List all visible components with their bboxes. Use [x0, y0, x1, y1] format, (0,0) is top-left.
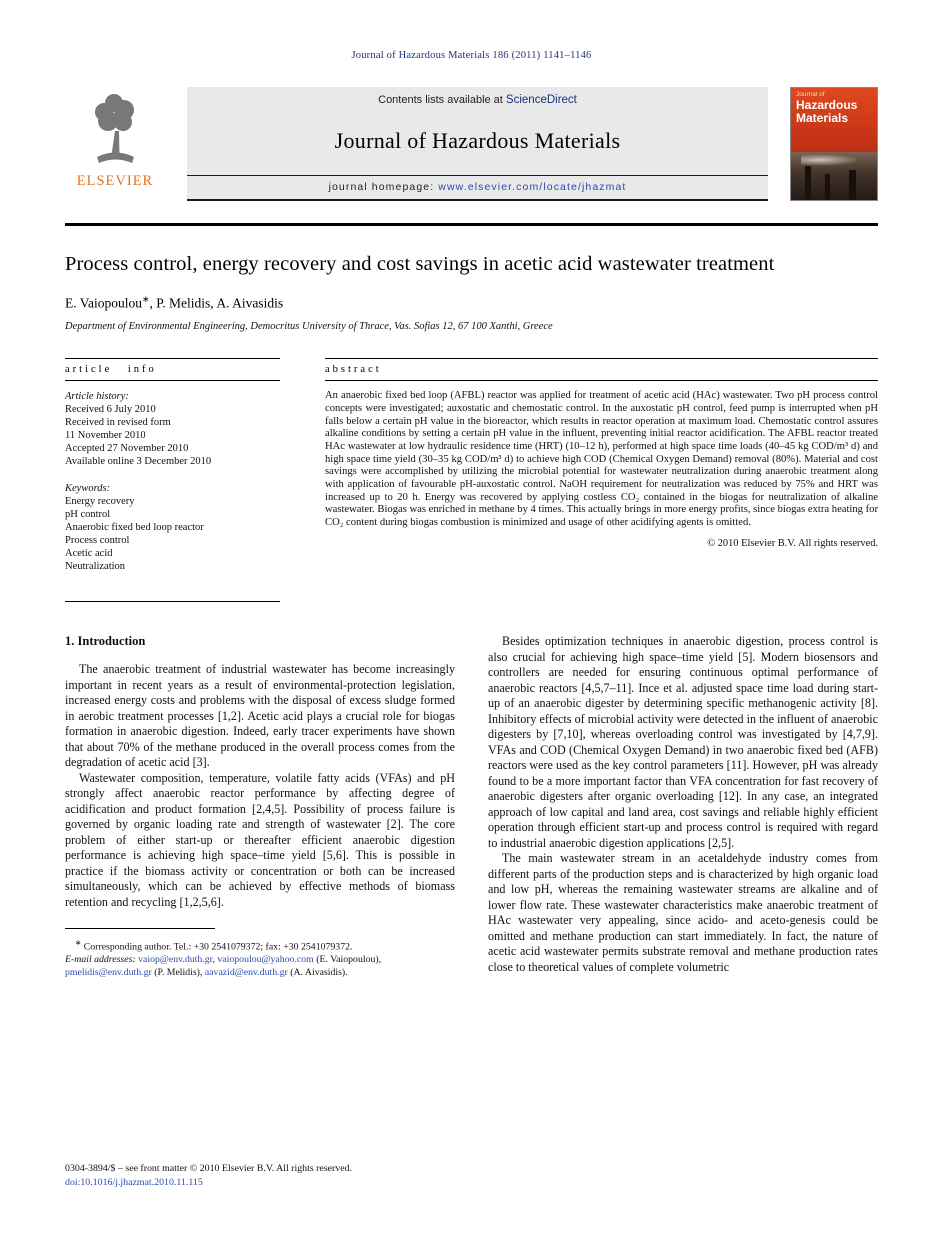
cover-title-line-2: Materials: [796, 110, 849, 125]
authors-rest: , P. Melidis, A. Aivasidis: [149, 295, 284, 311]
history-line: Available online 3 December 2010: [65, 456, 212, 468]
body-column-left: [65, 634, 455, 979]
journal-homepage-link[interactable]: www.elsevier.com/locate/jhazmat: [438, 181, 627, 193]
footnote: [65, 928, 455, 979]
email-link-4[interactable]: aavazid@env.duth.gr: [204, 967, 288, 979]
homepage-line: [187, 175, 768, 199]
history-line: Received in revised form: [65, 417, 171, 429]
article-history-label: Article history:: [65, 391, 129, 403]
keyword: Process control: [65, 535, 130, 547]
journal-title: Journal of Hazardous Materials: [334, 127, 621, 153]
header-divider: [65, 223, 878, 226]
keyword: Anaerobic fixed bed loop reactor: [65, 522, 204, 534]
author-1: E. Vaiopoulou: [65, 295, 142, 311]
author-list: [65, 294, 878, 312]
homepage-prefix: journal homepage:: [328, 181, 439, 193]
article-body: [65, 634, 878, 979]
footnote-divider: [65, 928, 215, 929]
keyword: Neutralization: [65, 561, 126, 573]
elsevier-tree-icon: [79, 91, 151, 171]
abstract-text: An anaerobic fixed bed loop (AFBL) reactor was applied for treatment of acetic acid (HAc) wastewater. Two pH process control concepts were investigated; auxostatic and chemostatic control. In the auxostatic pH control, feed pump is interrupted when pH falls below a certain pH value in the bioreactor, which results in reactor operation at maximum load. Chemostatic control assures alkaline conditions by setting a certain pH value in the influent, preventing initial reactor acidification. The AFBL reactor treated HAc wastewater at low hydraulic residence time (HRT) (10–12 h), performed at high space time loads (40–45 kg COD/m³ d) and high space time yield (30–35 kg COD/m³ d) to achieve high COD (Chemical Oxygen Demand) removal (80%). Material and cost savings were accomplished by utilizing the microbial potential for wastewater neutralization during anaerobic treatment along with application of favourable pH-auxostatic control. NaOH requirement for neutralization was reduced by 75% and HRT was increased up to 20 h. Energy was recovered by applying costless CO₂ contained in the biogas for neutralization of alkaline wastewater. Biogas was enriched in methane by 4 times. This actually brings in more energy profits, since biogas extra heating for CO₂ content during biogas combustion is minimized and usage of other acidifying agents is omitted.: [325, 390, 878, 529]
cover-chimney: [805, 166, 811, 200]
section-1-heading: 1. Introduction: [65, 634, 146, 649]
elsevier-wordmark: ELSEVIER: [76, 173, 154, 189]
copyright-line: © 2010 Elsevier B.V. All rights reserved.: [707, 537, 878, 549]
cover-smoke: [801, 154, 861, 166]
journal-header: [65, 87, 878, 201]
corresponding-author-text: Corresponding author. Tel.: +30 2541079372; fax: +30 2541079372.: [81, 941, 353, 953]
corresponding-author-note: [65, 936, 455, 953]
cover-photo: [791, 152, 877, 200]
article-info-column: [65, 358, 280, 602]
intro-paragraph-3: Besides optimization techniques in anaerobic digestion, process control is also crucial for achieving high space–time yield [5]. Modern biosensors and controllers are needed for ensuring continuous optimal performance of anaerobic reactors [4,5,7–11]. Ince et al. adjusted space time load during start-up of an anaerobic digester by determining specific methanogenic activity [8]. Inhibitory effects of microbial activity were detected in the influent of anaerobic digesters by [7,10], whereas overloading control was investigated by [4,7,9]. VFAs and COD (Chemical Oxygen Demand) in two anaerobic fixed bed (AFB) reactors were used as the key control parameters [11]. However, pH was already found to be a more important factor than VFA concentration for fast recovery of anaerobic digesters after organic overloading [12]. In any case, an integrated approach of low capital and land area, cost savings and reliable highly efficient operation through efficient start-up and process control is required with regard to industrial anaerobic digestion applications [2,5].: [488, 634, 878, 850]
intro-paragraph-4: The main wastewater stream in an acetaldehyde industry comes from different parts of the production steps and is characterized by high organic load and low pH, whereas the remaining wastewater streams are alkaline and of lower flow rate. These wastewater characteristics make anaerobic treatment of HAc wastewater very appealing, since acido- and aceto-genesis could be omitted and methane production can start immediately. In fact, the nature of acetic acid wastewater permits substrate removal and methane production rates close to theoretical values of complete volumetric: [488, 851, 878, 974]
journal-cover-thumbnail[interactable]: [790, 87, 878, 201]
email-addresses-note: [65, 953, 455, 979]
corresponding-author-marker[interactable]: ∗: [142, 293, 150, 304]
journal-banner: [187, 87, 768, 201]
body-column-right: [488, 634, 878, 979]
doi-link[interactable]: doi:10.1016/j.jhazmat.2010.11.115: [65, 1177, 203, 1188]
article-title: Process control, energy recovery and cost savings in acetic acid wastewater treatment: [65, 253, 775, 275]
elsevier-logo: [65, 87, 165, 201]
contents-line: [187, 87, 768, 106]
affiliation: Department of Environmental Engineering, Democritus University of Thrace, Vas. Sofias 12, 67 100 Xanthi, Greece: [65, 321, 553, 333]
article-info-heading: article info: [65, 358, 280, 381]
contents-prefix: Contents lists available at: [378, 94, 506, 106]
sciencedirect-link[interactable]: ScienceDirect: [505, 94, 577, 106]
email-name-3: (A. Aivasidis).: [287, 967, 348, 979]
issn-line: 0304-3894/$ – see front matter © 2010 Elsevier B.V. All rights reserved.: [65, 1163, 353, 1174]
history-line: Accepted 27 November 2010: [65, 443, 189, 455]
email-link-3[interactable]: pmelidis@env.duth.gr: [65, 967, 152, 979]
abstract-heading: abstract: [325, 358, 878, 381]
email-link-2[interactable]: vaiopoulou@yahoo.com: [217, 954, 314, 966]
journal-citation: Journal of Hazardous Materials 186 (2011) 1141–1146: [351, 50, 592, 61]
intro-paragraph-2: Wastewater composition, temperature, volatile fatty acids (VFAs) and pH strongly affect anaerobic reactor performance by affecting degree of acidification and product formation [2,4,5]. Possibility of process failure is governed by organic loading rate and strength of wastewater [2]. The core problem of either start-up or thereafter efficient anaerobic digestion performance is achieving high space–time yield [5,6]. This is possible in practice if the biomass activity or concentration or both can be increased simultaneously, which can be achieved by effective methods of biomass retention and recycling [1,2,5,6].: [65, 770, 455, 909]
email-label: E-mail addresses:: [65, 954, 139, 966]
meta-block: [65, 358, 878, 602]
keyword: Acetic acid: [65, 548, 113, 560]
publication-info: [65, 1162, 352, 1190]
cover-title-line-1: Hazardous: [796, 98, 858, 112]
email-link-1[interactable]: vaiop@env.duth.gr: [138, 954, 213, 966]
email-name-1: (E. Vaiopoulou),: [313, 954, 382, 966]
intro-paragraph-1: The anaerobic treatment of industrial wastewater has become increasingly important in recent years as a result of environmental-protection legislation, increased energy costs and problems with the disposal of excess sludge formed in aerobic treatment processes [1,2]. Acetic acid plays a crucial role for biogas formation in anaerobic digestion. Indeed, early tracer experiments have shown that about 70% of the methane produced in the overall process comes from the degradation of acetic acid [3].: [65, 662, 455, 770]
abstract-column: [325, 358, 878, 549]
cover-chimney: [825, 174, 830, 200]
keyword: Energy recovery: [65, 496, 135, 508]
cover-chimney: [849, 170, 856, 200]
keyword: pH control: [65, 509, 111, 521]
history-line: Received 6 July 2010: [65, 404, 156, 416]
footnote-marker: ∗: [75, 938, 82, 948]
cover-journal-of: Journal of: [796, 91, 825, 98]
keywords-label: Keywords:: [65, 483, 111, 495]
email-name-2: (P. Melidis),: [151, 967, 205, 979]
email-separator: ,: [212, 954, 218, 966]
history-line: 11 November 2010: [65, 430, 146, 442]
